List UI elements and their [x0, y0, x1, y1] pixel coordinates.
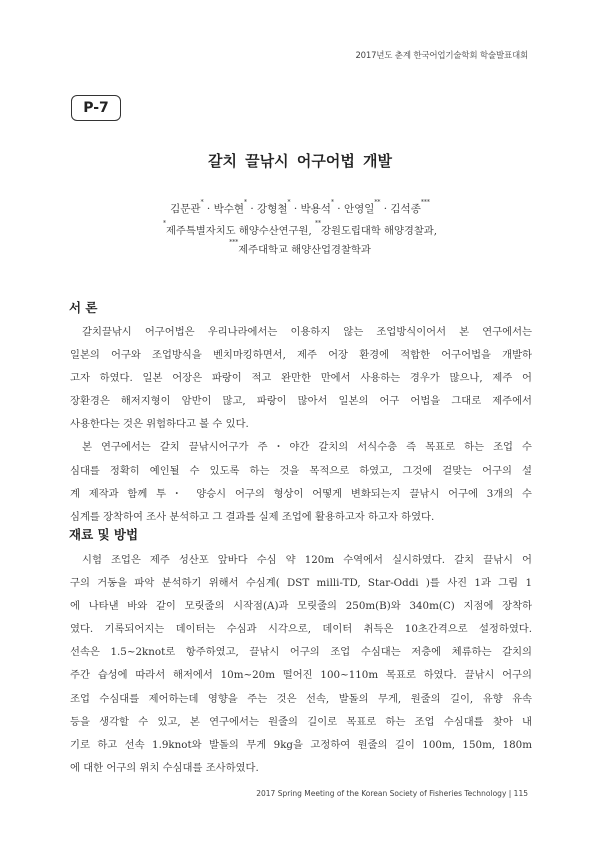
author-separator: · — [380, 203, 391, 215]
author-affiliation-mark: ** — [374, 199, 381, 206]
text-line: 였다. 기록되어지는 데이터는 수심과 시각으로, 데이터 취득은 10초간격으로 설정하였다. — [70, 623, 532, 636]
author-list — [0, 201, 600, 216]
paper-title: 갈치 끌낚시 어구어법 개발 — [207, 152, 393, 170]
author-name: 강형철 — [257, 203, 288, 215]
text-line: 사용한다는 것은 위험하다고 볼 수 있다. — [70, 418, 249, 431]
text-line: 고자 하였다. 일본 어장은 파랑이 적고 완만한 만에서 사용하는 경우가 많으나, 제주 어 — [70, 372, 532, 385]
introduction-body — [70, 321, 532, 529]
author-separator: · — [290, 203, 301, 215]
author-name: 박수현 — [213, 203, 245, 215]
page-footer: 2017 Spring Meeting of the Korean Society of Fisheries Technology | 115 — [256, 789, 528, 798]
author-separator: · — [203, 203, 214, 215]
author-affiliation-mark: * — [200, 199, 204, 206]
author-separator: · — [247, 203, 258, 215]
text-line: 시험 조업은 제주 성산포 앞바다 수심 약 120m 수역에서 실시하였다. 갈치 끌낚시 어 — [82, 554, 532, 566]
text-line: 계 제작과 함께 투・ 양승시 어구의 형상이 어떻게 변화되는지 끌낚시 어구에 3개의 수 — [70, 487, 532, 500]
section-heading-introduction: 서 론 — [69, 300, 98, 315]
author-separator: · — [333, 203, 344, 215]
affiliation-mark: * — [162, 220, 166, 227]
text-line: 장환경은 해저지형이 암반이 많고, 파랑이 많아서 일본의 어구 어법을 그대로 제주에서 — [70, 395, 532, 408]
author-affiliation-mark: * — [244, 199, 248, 206]
section-heading-methods: 재료 및 방법 — [69, 527, 139, 542]
text-line: 심대를 정확히 예인될 수 있도록 하는 것을 목적으로 하였고, 그것에 걸맞는 어구의 설 — [70, 464, 532, 477]
affiliation-mark: ** — [315, 220, 322, 227]
poster-number-badge: P-7 — [71, 95, 121, 121]
text-line: 에 대한 어구의 위치 수심대를 조사하였다. — [70, 761, 259, 774]
author-affiliation-mark: * — [287, 199, 291, 206]
text-line: 일본의 어구와 조업방식을 벤치마킹하면서, 제주 어장 환경에 적합한 어구어법을 개발하 — [70, 349, 532, 362]
affiliation-line-1 — [0, 222, 600, 237]
text-line: 본 연구에서는 갈치 끌낚시어구가 주・야간 갈치의 서식수층 즉 목표로 하는 조업 수 — [82, 441, 532, 454]
affiliation-mark: *** — [229, 239, 239, 246]
text-line: 주간 습성에 따라서 해저에서 10m~20m 떨어진 100~110m 목표로 하였다. 끌낚시 어구의 — [70, 669, 532, 682]
author-affiliation-mark: *** — [420, 199, 430, 206]
text-line: 등을 생각할 수 있고, 본 연구에서는 원줄의 길이로 목표로 하는 조업 수심대를 찾아 내 — [70, 715, 532, 728]
author-affiliation-mark: * — [330, 199, 334, 206]
affiliation-text: 제주대학교 해양산업경찰학과 — [238, 244, 371, 256]
affiliation-text: 제주특별자치도 해양수산연구원, — [165, 225, 316, 237]
text-line: 조업 수심대를 제어하는데 영향을 주는 것은 선속, 발돌의 무게, 원줄의 길이, 유향 유속 — [70, 692, 532, 705]
text-line: 기로 하고 선속 1.9knot와 발돌의 무게 9kg을 고정하여 원줄의 길이 100m, 150m, 180m — [70, 738, 532, 751]
text-line: 선속은 1.5~2knot로 항주하였고, 끌낚시 어구의 조업 수심대는 저층에 체류하는 갈치의 — [70, 646, 532, 659]
text-line: 갈치끌낚시 어구어법은 우리나라에서는 이용하지 않는 조업방식이어서 본 연구에서는 — [82, 326, 532, 338]
text-line: 심계를 장착하여 조사 분석하고 그 결과를 실제 조업에 활용하고자 하고자 하였다. — [70, 510, 435, 523]
author-name: 안영일 — [343, 203, 375, 215]
affiliation-text: 강원도립대학 해양경찰과, — [321, 225, 438, 237]
text-line: 구의 거동을 파악 분석하기 위해서 수심계( DST milli-TD, Star-Oddi )를 사진 1과 그림 1 — [70, 577, 532, 590]
methods-body — [70, 549, 532, 780]
author-name: 김석종 — [390, 203, 421, 215]
affiliation-line-2 — [0, 241, 600, 256]
running-header: 2017년도 춘계 한국어업기술학회 학술발표대회 — [355, 51, 528, 61]
author-name: 박용석 — [300, 203, 331, 215]
text-line: 에 나타낸 바와 같이 모릿줄의 시작점(A)과 모릿줄의 250m(B)와 340m(C) 지점에 장착하 — [70, 600, 532, 613]
author-name: 김문관 — [170, 203, 201, 215]
